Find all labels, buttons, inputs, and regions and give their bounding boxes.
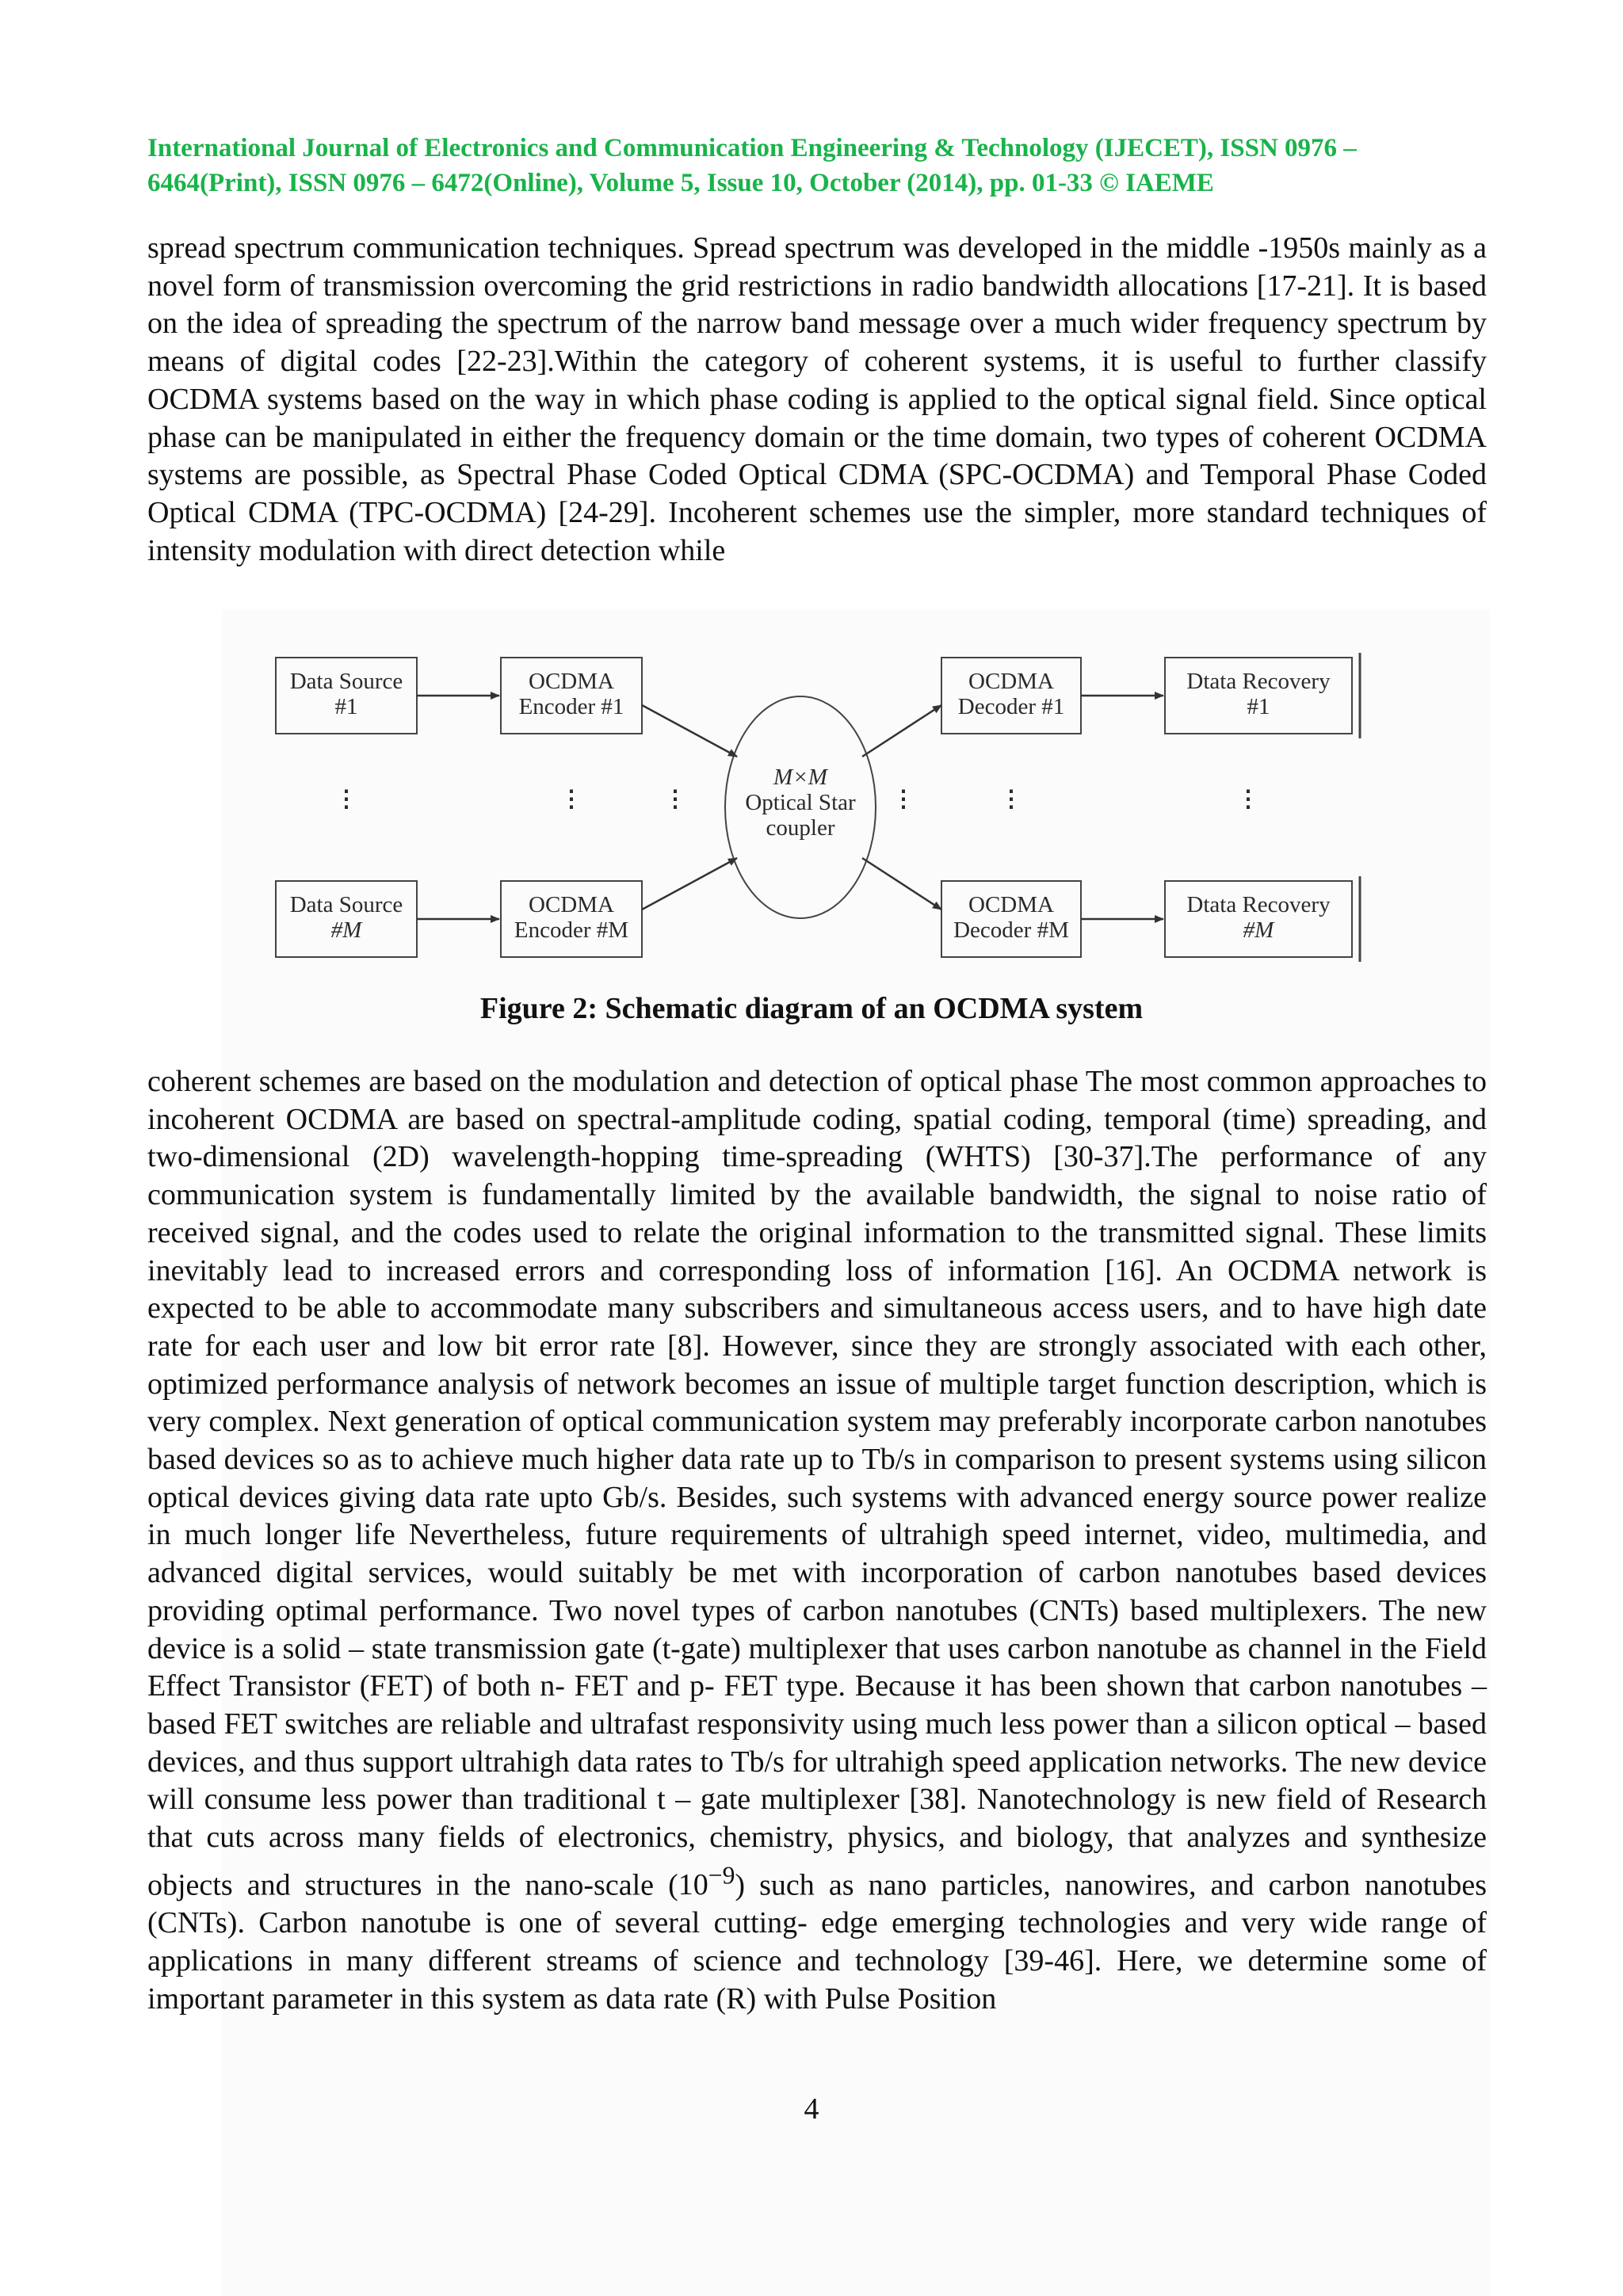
data-recovery-m-number: #M (1243, 917, 1274, 943)
arrow-encoder-1-to-coupler (642, 705, 737, 757)
data-source-m-number: #M (330, 917, 362, 943)
journal-header-line-2: 6464(Print), ISSN 0976 – 6472(Online), Volume 5, Issue 10, October (2014), pp. 01-33 © IAEME (147, 169, 1214, 197)
ocdma-encoder-m-number: Encoder #M (514, 917, 629, 943)
ellipsis-recoveries: ⋮ (1236, 787, 1260, 812)
figure-caption: Figure 2: Schematic diagram of an OCDMA system (479, 992, 1144, 1025)
star-coupler-label: Optical Star (745, 790, 856, 815)
journal-header (147, 131, 1487, 200)
star-coupler-sublabel: coupler (766, 815, 835, 841)
paragraph-2-text-end: ) such as nano particles, nanowires, and carbon nanotubes (CNTs). Carbon nanotube is one of several cutting- edge emerging technologies and very wide range of applications in many different streams of science and technology [39-46]. Here, we determine some of important parameter in this system as data rate (R) with Pulse Position (147, 1868, 1487, 2016)
ocdma-decoder-1-number: Decoder #1 (957, 694, 1065, 719)
page-number: 4 (804, 2092, 819, 2126)
ocdma-decoder-m-number: Decoder #M (953, 917, 1069, 943)
data-recovery-1-number: #1 (1247, 694, 1270, 719)
nano-scale-value (678, 1861, 735, 1902)
ocdma-decoder-1-label: OCDMA (968, 669, 1054, 694)
data-source-1-number: #1 (334, 694, 358, 719)
ocdma-schematic-diagram (262, 626, 1371, 974)
data-source-m-label: Data Source (289, 892, 403, 917)
paragraph-1: spread spectrum communication techniques. Spread spectrum was developed in the middle -1950s mainly as a novel form of transmission overcoming the grid restrictions in radio bandwidth allocations [17-21]. It is based on the idea of spreading the spectrum of the narrow band message over a much wider frequency spectrum by means of digital codes [22-23].Within the category of coherent systems, it is useful to further classify OCDMA systems based on the way in which phase coding is applied to the optical signal field. Since optical phase can be manipulated in either the frequency domain or the time domain, two types of coherent OCDMA systems are possible, as Spectral Phase Coded Optical CDMA (SPC-OCDMA) and Temporal Phase Coded Optical CDMA (TPC-OCDMA) [24-29]. Incoherent schemes use the simpler, more standard techniques of intensity modulation with direct detection while (147, 231, 1487, 567)
ocdma-encoder-1-number: Encoder #1 (518, 694, 624, 719)
ellipsis-encoder-links: ⋮ (663, 787, 687, 812)
ocdma-encoder-m-label: OCDMA (529, 892, 614, 917)
paragraph-2 (147, 1063, 1487, 2018)
paragraph-2-text-start: coherent schemes are based on the modulation and detection of optical phase The most common approaches to incoherent OCDMA are based on spectral-amplitude coding, spatial coding, temporal (time) spreading, and two-dimensional (2D) wavelength-hopping time-spreading (WHTS) [30-37].The performance of any communication system is fundamentally limited by the available bandwidth, the signal to noise ratio of received signal, and the codes used to relate the original information to the transmitted signal. These limits inevitably lead to increased errors and corresponding loss of information [16]. An OCDMA network is expected to be able to accommodate many subscribers and simultaneous access users, and to have high date rate for each user and low bit error rate [8]. However, since they are strongly associated with each other, optimized performance analysis of network becomes an issue of multiple target function description, which is very complex. Next generation of optical communication system may preferably incorporate carbon nanotubes based devices so as to achieve much higher data rate up to Tb/s in comparison to present systems using silicon optical devices giving data rate upto Gb/s. Besides, such systems with advanced energy source power realize in much longer life Nevertheless, future requirements of ultrahigh speed internet, video, multimedia, and advanced digital services, would suitably be met with incorporation of carbon nanotubes based devices providing optimal performance. Two novel types of carbon nanotubes (CNTs) based multiplexers. The new device is a solid – state transmission gate (t-gate) multiplexer that uses carbon nanotube as channel in the Field Effect Transistor (FET) of both n- FET and p- FET type. Because it has been shown that carbon nanotubes – based FET switches are reliable and ultrafast responsivity using much less power than a silicon optical – based devices, and thus support ultrahigh data rates to Tb/s for ultrahigh speed application networks. The new device will consume less power than traditional t – gate multiplexer [38]. Nanotechnology is new field of Research that cuts across many fields of electronics, chemistry, physics, and biology, that analyzes and synthesize objects and structures in the nano-scale ( (147, 1065, 1487, 1902)
arrow-coupler-to-decoder-1 (862, 705, 941, 757)
arrow-encoder-m-to-coupler (642, 858, 737, 910)
ocdma-decoder-m-label: OCDMA (968, 892, 1054, 917)
nano-scale-base: 10 (678, 1868, 708, 1902)
ellipsis-encoders: ⋮ (559, 787, 583, 812)
ellipsis-decoder-links: ⋮ (892, 787, 915, 812)
data-source-1-label: Data Source (289, 669, 403, 694)
ocdma-encoder-1-label: OCDMA (529, 669, 614, 694)
journal-header-line-1: International Journal of Electronics and Communication Engineering & Technology (IJECET), ISSN 0976 – (147, 134, 1357, 162)
ellipsis-sources: ⋮ (334, 787, 358, 812)
arrow-coupler-to-decoder-m (862, 858, 941, 910)
data-recovery-1-label: Dtata Recovery (1186, 669, 1331, 694)
ellipsis-decoders: ⋮ (999, 787, 1023, 812)
nano-scale-exponent: −9 (708, 1861, 735, 1890)
star-coupler-size: M×M (773, 765, 827, 790)
data-recovery-m-label: Dtata Recovery (1186, 892, 1331, 917)
